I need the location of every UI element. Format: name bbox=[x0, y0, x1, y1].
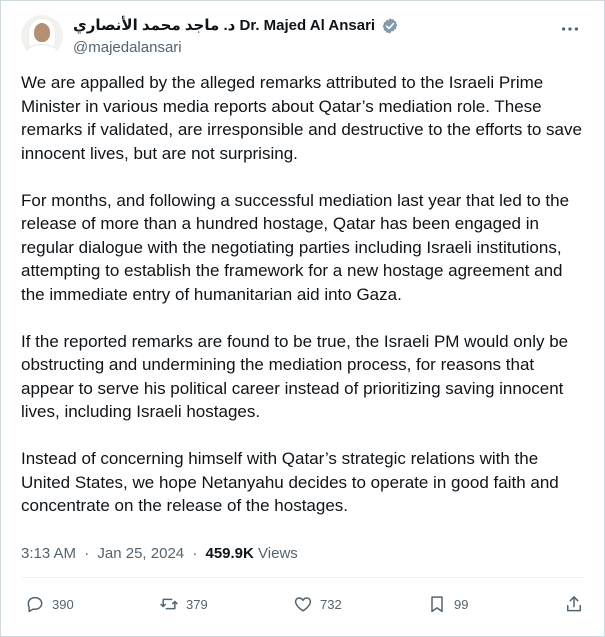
reply-count: 390 bbox=[52, 596, 74, 612]
repost-button[interactable] bbox=[159, 592, 208, 616]
bookmark-icon bbox=[427, 594, 447, 614]
author-handle[interactable]: @majedalansari bbox=[73, 39, 182, 56]
tweet-paragraph: Instead of concerning himself with Qatar’s strategic relations with the United States, we hope Netanyahu decides to operate in good faith and concentrate on the release of the hostages. bbox=[21, 449, 559, 515]
tweet-paragraph: For months, and following a successful mediation last year that led to the release of more than a hundred hostage, Qatar has been engaged in regular dialogue with the negotiating parties including Israeli institutions, attempting to establish the framework for a new hostage agreement and the immediate entry of humanitarian aid into Gaza. bbox=[21, 190, 570, 304]
tweet-time[interactable]: 3:13 AM bbox=[21, 545, 77, 562]
author-name-row bbox=[73, 16, 513, 36]
like-button[interactable] bbox=[293, 592, 342, 616]
share-icon bbox=[564, 594, 584, 614]
tweet-metadata bbox=[21, 544, 298, 564]
heart-icon bbox=[293, 594, 313, 614]
more-options-button[interactable] bbox=[556, 17, 584, 41]
tweet-paragraph: We are appalled by the alleged remarks attributed to the Israeli Prime Minister in various media reports about Qatar’s mediation role. These remarks if validated, are irresponsible and destructive to the efforts to save innocent lives, but are not surprising. bbox=[21, 73, 582, 163]
avatar-face bbox=[34, 23, 50, 42]
metadata-divider bbox=[21, 577, 584, 578]
tweet-paragraph: If the reported remarks are found to be true, the Israeli PM would only be obstructing and undermining the mediation process, for reasons that appear to serve his political career instead of prioritizing saving innocent lives, including Israeli hostages. bbox=[21, 331, 569, 421]
bookmark-button[interactable] bbox=[427, 592, 468, 616]
share-button[interactable] bbox=[564, 592, 584, 616]
meta-separator: · bbox=[192, 545, 198, 562]
bookmark-count: 99 bbox=[454, 596, 469, 612]
author-name-block bbox=[73, 16, 513, 58]
views-label: Views bbox=[258, 545, 298, 562]
views-count[interactable]: 459.9K bbox=[205, 545, 254, 562]
verified-badge-icon bbox=[381, 17, 399, 35]
tweet-header bbox=[21, 15, 584, 57]
meta-separator: · bbox=[84, 545, 90, 562]
like-count: 732 bbox=[320, 596, 342, 612]
author-display-name[interactable]: د. ماجد محمد الأنصاري Dr. Majed Al Ansari bbox=[73, 17, 376, 34]
reply-button[interactable] bbox=[25, 592, 74, 616]
author-avatar[interactable] bbox=[21, 15, 63, 57]
more-options-icon bbox=[559, 18, 581, 40]
tweet-actions bbox=[17, 592, 584, 616]
repost-icon bbox=[159, 594, 179, 614]
avatar-clothing bbox=[25, 44, 59, 57]
reply-icon bbox=[25, 594, 45, 614]
tweet-date[interactable]: Jan 25, 2024 bbox=[97, 545, 185, 562]
repost-count: 379 bbox=[186, 596, 208, 612]
tweet-body bbox=[21, 71, 587, 518]
